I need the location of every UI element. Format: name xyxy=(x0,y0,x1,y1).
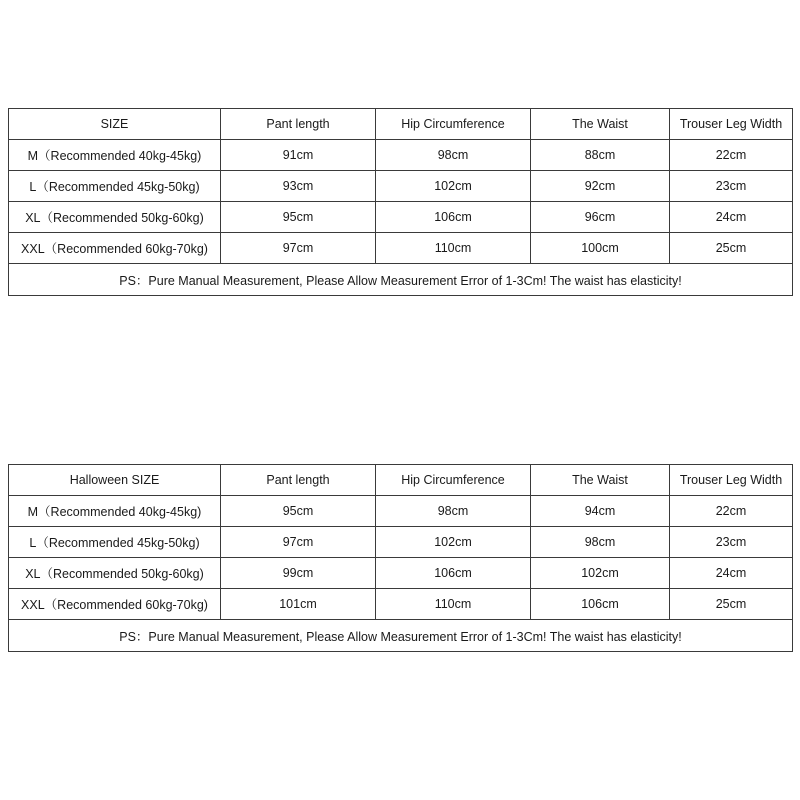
cell-size: XL（Recommended 50kg-60kg) xyxy=(9,558,221,589)
column-header-trouser-leg-width: Trouser Leg Width xyxy=(670,109,793,140)
cell-pant-length: 97cm xyxy=(221,527,376,558)
cell-hip-circumference: 110cm xyxy=(376,589,531,620)
cell-trouser-leg-width: 23cm xyxy=(670,527,793,558)
halloween-size-table xyxy=(8,464,793,652)
cell-pant-length: 95cm xyxy=(221,496,376,527)
cell-trouser-leg-width: 22cm xyxy=(670,496,793,527)
measurement-note: PS：Pure Manual Measurement, Please Allow Measurement Error of 1-3Cm! The waist has elasticity! xyxy=(9,620,793,652)
cell-pant-length: 97cm xyxy=(221,233,376,264)
table-note-row xyxy=(9,264,793,296)
column-header-halloween-size: Halloween SIZE xyxy=(9,465,221,496)
cell-the-waist: 94cm xyxy=(531,496,670,527)
cell-pant-length: 95cm xyxy=(221,202,376,233)
table-header-row xyxy=(9,465,793,496)
standard-size-table xyxy=(8,108,793,296)
cell-hip-circumference: 106cm xyxy=(376,558,531,589)
table-note-row xyxy=(9,620,793,652)
table-row xyxy=(9,233,793,264)
cell-the-waist: 98cm xyxy=(531,527,670,558)
cell-size: L（Recommended 45kg-50kg) xyxy=(9,171,221,202)
cell-trouser-leg-width: 24cm xyxy=(670,202,793,233)
column-header-the-waist: The Waist xyxy=(531,109,670,140)
cell-size: XL（Recommended 50kg-60kg) xyxy=(9,202,221,233)
cell-hip-circumference: 98cm xyxy=(376,140,531,171)
column-header-hip-circumference: Hip Circumference xyxy=(376,109,531,140)
table-row xyxy=(9,202,793,233)
cell-the-waist: 100cm xyxy=(531,233,670,264)
column-header-pant-length: Pant length xyxy=(221,109,376,140)
cell-hip-circumference: 98cm xyxy=(376,496,531,527)
cell-size: XXL（Recommended 60kg-70kg) xyxy=(9,589,221,620)
table-row xyxy=(9,589,793,620)
cell-trouser-leg-width: 25cm xyxy=(670,233,793,264)
cell-trouser-leg-width: 25cm xyxy=(670,589,793,620)
cell-size: L（Recommended 45kg-50kg) xyxy=(9,527,221,558)
cell-pant-length: 99cm xyxy=(221,558,376,589)
cell-trouser-leg-width: 24cm xyxy=(670,558,793,589)
cell-pant-length: 101cm xyxy=(221,589,376,620)
table-row xyxy=(9,558,793,589)
column-header-trouser-leg-width: Trouser Leg Width xyxy=(670,465,793,496)
cell-size: XXL（Recommended 60kg-70kg) xyxy=(9,233,221,264)
column-header-pant-length: Pant length xyxy=(221,465,376,496)
table-row xyxy=(9,496,793,527)
cell-hip-circumference: 102cm xyxy=(376,527,531,558)
cell-pant-length: 91cm xyxy=(221,140,376,171)
cell-the-waist: 102cm xyxy=(531,558,670,589)
column-header-the-waist: The Waist xyxy=(531,465,670,496)
cell-the-waist: 92cm xyxy=(531,171,670,202)
table-header-row xyxy=(9,109,793,140)
cell-trouser-leg-width: 23cm xyxy=(670,171,793,202)
cell-hip-circumference: 110cm xyxy=(376,233,531,264)
measurement-note: PS：Pure Manual Measurement, Please Allow Measurement Error of 1-3Cm! The waist has elasticity! xyxy=(9,264,793,296)
cell-the-waist: 88cm xyxy=(531,140,670,171)
table-row xyxy=(9,527,793,558)
cell-hip-circumference: 102cm xyxy=(376,171,531,202)
cell-size: M（Recommended 40kg-45kg) xyxy=(9,496,221,527)
cell-pant-length: 93cm xyxy=(221,171,376,202)
cell-size: M（Recommended 40kg-45kg) xyxy=(9,140,221,171)
cell-the-waist: 96cm xyxy=(531,202,670,233)
cell-the-waist: 106cm xyxy=(531,589,670,620)
cell-trouser-leg-width: 22cm xyxy=(670,140,793,171)
table-row xyxy=(9,140,793,171)
table-row xyxy=(9,171,793,202)
column-header-hip-circumference: Hip Circumference xyxy=(376,465,531,496)
column-header-size: SIZE xyxy=(9,109,221,140)
cell-hip-circumference: 106cm xyxy=(376,202,531,233)
